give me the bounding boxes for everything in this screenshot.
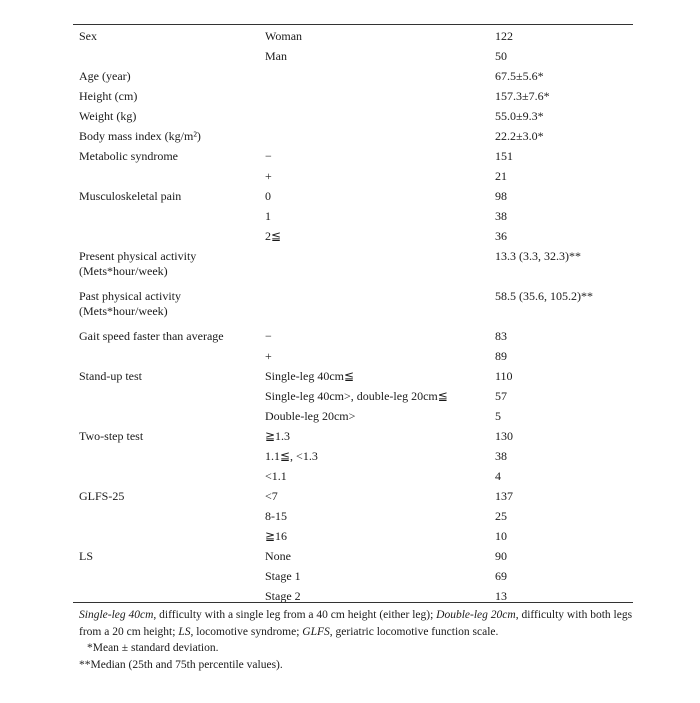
variable-cell <box>73 106 259 126</box>
variable-cell <box>73 506 259 526</box>
table-row <box>73 526 633 546</box>
table-row <box>73 246 633 286</box>
category-cell <box>259 126 489 146</box>
abbr-definition: , difficulty with a single leg from a 40 cm height (either leg); <box>153 609 437 621</box>
variable-label: Present physical activity <box>79 249 197 263</box>
abbr-definition: , locomotive syndrome; <box>190 625 303 638</box>
value-cell: 38 <box>495 448 507 463</box>
table-row <box>73 386 633 406</box>
value-cell: 25 <box>495 508 507 523</box>
table-row <box>73 406 633 426</box>
median-footnote: **Median (25th and 75th percentile values). <box>79 658 283 671</box>
category-cell: ≧1.3 <box>265 428 291 443</box>
category-cell: − <box>265 328 272 343</box>
table-row <box>73 286 633 326</box>
variable-label: Musculoskeletal pain <box>79 188 182 203</box>
table-row <box>73 566 633 586</box>
variable-cell <box>73 206 259 226</box>
abbreviations-footnote <box>79 607 639 640</box>
table-row <box>73 326 633 346</box>
category-cell: Single-leg 40cm≦ <box>265 368 355 383</box>
variable-cell <box>73 126 259 146</box>
value-cell: 137 <box>495 488 513 503</box>
variable-label: Age (year) <box>79 68 131 83</box>
variable-unit-label: (Mets*hour/week) <box>79 304 168 318</box>
table-row <box>73 126 633 146</box>
variable-label: Past physical activity <box>79 289 181 303</box>
mean-footnote: *Mean ± standard deviation. <box>87 642 219 654</box>
variable-cell <box>73 486 259 506</box>
category-cell: Stage 2 <box>265 588 301 603</box>
value-cell: 36 <box>495 228 507 243</box>
category-cell: ≧16 <box>265 528 288 543</box>
abbr-term: Double-leg 20cm <box>436 609 516 621</box>
variable-cell <box>73 566 259 586</box>
variable-cell <box>73 446 259 466</box>
abbr-definition: , difficulty with both legs from a 20 cm height; <box>79 609 633 638</box>
variable-cell <box>73 286 259 326</box>
value-cell: 13.3 (3.3, 32.3)** <box>495 249 581 263</box>
participant-characteristics-table <box>73 26 633 606</box>
category-cell: 2≦ <box>265 228 282 243</box>
category-cell: 0 <box>265 188 271 203</box>
table-body <box>73 26 633 606</box>
category-cell <box>259 86 489 106</box>
variable-cell <box>73 246 259 286</box>
category-cell: Double-leg 20cm> <box>265 408 356 423</box>
variable-label: Stand-up test <box>79 368 142 383</box>
value-cell: 69 <box>495 568 507 583</box>
variable-cell <box>73 166 259 186</box>
value-cell: 98 <box>495 188 507 203</box>
abbr-term: LS <box>178 625 191 638</box>
value-cell: 57 <box>495 388 507 403</box>
table-row <box>73 466 633 486</box>
variable-cell <box>73 406 259 426</box>
value-cell: 89 <box>495 348 507 363</box>
table-bottom-rule <box>73 602 633 603</box>
variable-label: Height (cm) <box>79 88 138 103</box>
variable-label: Sex <box>79 28 97 43</box>
variable-label: Two-step test <box>79 428 144 443</box>
variable-cell <box>73 546 259 566</box>
table-row <box>73 346 633 366</box>
table-footnotes <box>79 607 639 673</box>
variable-cell <box>73 146 259 166</box>
table-row <box>73 446 633 466</box>
category-cell: 8-15 <box>265 508 287 523</box>
category-cell: Man <box>265 48 287 63</box>
table-row <box>73 426 633 446</box>
variable-cell <box>73 26 259 46</box>
category-cell: + <box>265 348 272 363</box>
table-row <box>73 86 633 106</box>
variable-cell <box>73 366 259 386</box>
variable-cell <box>73 86 259 106</box>
variable-cell <box>73 526 259 546</box>
variable-label: GLFS-25 <box>79 488 125 503</box>
value-cell: 13 <box>495 588 507 603</box>
value-cell: 38 <box>495 208 507 223</box>
variable-cell <box>73 46 259 66</box>
value-cell: 5 <box>495 408 501 423</box>
value-cell: 4 <box>495 468 501 483</box>
variable-label: LS <box>79 548 94 563</box>
variable-label: Weight (kg) <box>79 108 137 123</box>
category-cell <box>259 106 489 126</box>
table-row <box>73 206 633 226</box>
variable-label: Metabolic syndrome <box>79 148 178 163</box>
value-cell: 151 <box>495 148 513 163</box>
table-top-rule <box>73 24 633 25</box>
category-cell <box>259 246 489 286</box>
value-cell: 110 <box>495 368 513 383</box>
category-cell <box>259 286 489 326</box>
category-cell: <7 <box>265 488 278 503</box>
value-cell: 67.5±5.6* <box>495 68 544 83</box>
category-cell <box>259 66 489 86</box>
variable-cell <box>73 66 259 86</box>
abbr-term: Single-leg 40cm <box>79 609 154 621</box>
abbr-term: GLFS <box>302 625 330 638</box>
category-cell: <1.1 <box>265 468 287 483</box>
variable-cell <box>73 386 259 406</box>
variable-cell <box>73 226 259 246</box>
table-row <box>73 166 633 186</box>
table-row <box>73 506 633 526</box>
table-row <box>73 186 633 206</box>
table-row <box>73 66 633 86</box>
variable-unit-label: (Mets*hour/week) <box>79 264 168 278</box>
value-cell: 58.5 (35.6, 105.2)** <box>495 289 593 303</box>
table-row <box>73 46 633 66</box>
value-cell: 21 <box>495 168 507 183</box>
category-cell: None <box>265 548 291 563</box>
category-cell: − <box>265 148 272 163</box>
category-cell: Single-leg 40cm>, double-leg 20cm≦ <box>265 388 448 403</box>
table-row <box>73 486 633 506</box>
table-row <box>73 366 633 386</box>
variable-cell <box>73 426 259 446</box>
table-row <box>73 226 633 246</box>
value-cell: 90 <box>495 548 507 563</box>
category-cell: 1.1≦, <1.3 <box>265 448 318 463</box>
value-cell: 130 <box>495 428 513 443</box>
abbr-definition: , geriatric locomotive function scale. <box>329 625 499 638</box>
value-cell: 22.2±3.0* <box>495 128 544 143</box>
variable-cell <box>73 466 259 486</box>
value-cell: 10 <box>495 528 507 543</box>
category-cell: Woman <box>265 28 303 43</box>
table-row <box>73 106 633 126</box>
variable-cell <box>73 326 259 346</box>
value-cell: 157.3±7.6* <box>495 88 550 103</box>
value-cell: 83 <box>495 328 507 343</box>
table-row <box>73 146 633 166</box>
variable-label: Body mass index (kg/m²) <box>79 128 201 143</box>
variable-cell <box>73 186 259 206</box>
category-cell: Stage 1 <box>265 568 301 583</box>
variable-cell <box>73 346 259 366</box>
value-cell: 122 <box>495 28 513 43</box>
value-cell: 55.0±9.3* <box>495 108 544 123</box>
category-cell: 1 <box>265 208 271 223</box>
table-row <box>73 586 633 606</box>
category-cell: + <box>265 168 272 183</box>
value-cell: 50 <box>495 48 507 63</box>
variable-label: Gait speed faster than average <box>79 328 224 343</box>
variable-cell <box>73 586 259 606</box>
table-row <box>73 26 633 46</box>
table-row <box>73 546 633 566</box>
